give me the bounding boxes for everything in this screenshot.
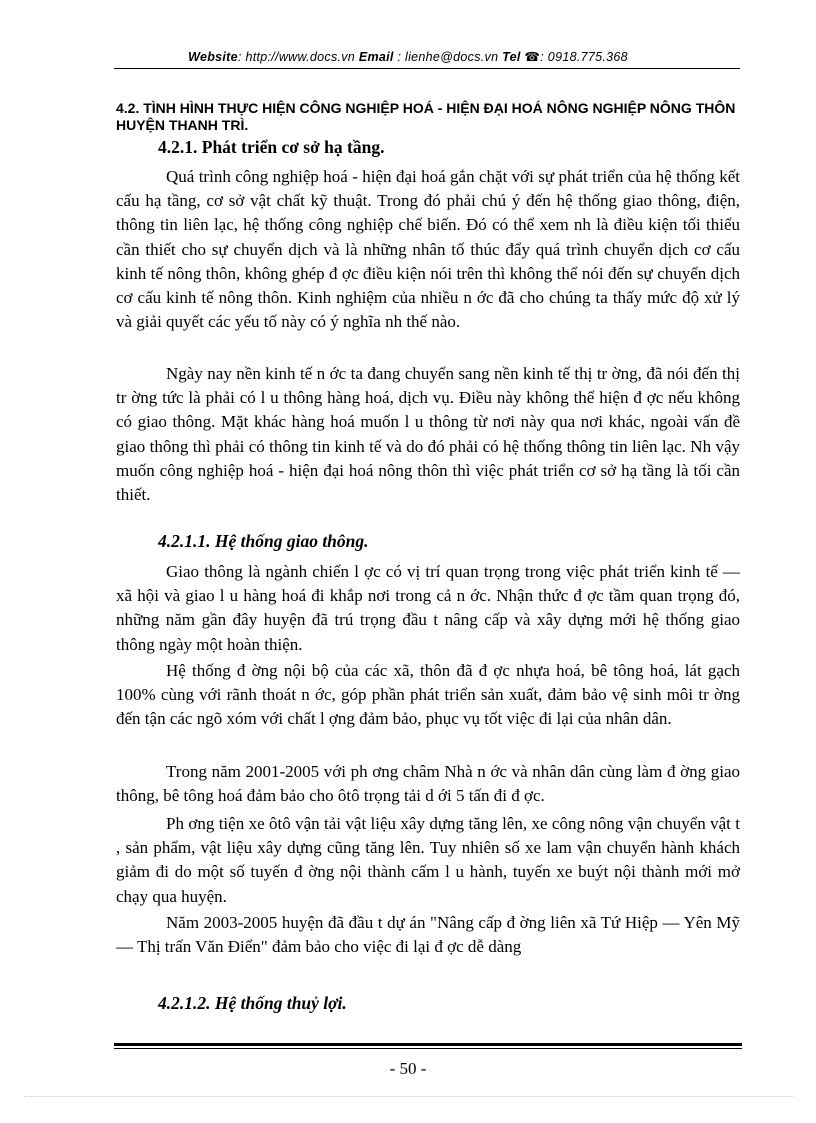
paragraph-2: Ngày nay nền kinh tế n ớc ta đang chuyển sang nền kinh tế thị tr ờng, đã nói đến thị tr ờng tức là phải có l u thông hàng hoá, dịch vụ. Điều này không thể hiện đ ợc nếu không có giao thông. Mặt khác hàng hoá muốn l u thông từ nơi này qua nơi khác, ngoài vấn đề giao thông thì phải có thông tin kinh tế và do đó phải có hệ thống thông tin liên lạc. Nh vậy muốn công nghiệp hoá - hiện đại hoá nông thôn thì việc phát triển cơ sở hạ tầng là tối cần thiết. <box>116 364 740 505</box>
email-value: : lienhe@docs.vn <box>393 50 503 64</box>
email-label: Email <box>358 50 394 64</box>
paragraph-1: Quá trình công nghiệp hoá - hiện đại hoá gắn chặt với sự phát triển của hệ thống kết cấu hạ tầng, cơ sở vật chất kỹ thuật. Trong đó phải chú ý đến hệ thống giao thông, điện, thông tin liên lạc, hệ thống công nghiệp chế biến. Đó có thể xem nh là điều kiện tối thiểu cần thiết cho sự chuyển dịch và là những nhân tố thúc đẩy quá trình chuyển dịch cơ cấu kinh tế nông thôn, không ghép đ ợc điều kiện nói trên thì không thể nói đến sự chuyển dịch cơ cấu kinh tế nông thôn. Kinh nghiệm của nhiều n ớc đã cho chúng ta thấy mức độ xử lý và giải quyết các yếu tố này có ý nghĩa nh thế nào. <box>116 167 740 332</box>
tel-value: : 0918.775.368 <box>540 50 628 64</box>
subsection-heading-4-2-1-2: 4.2.1.2. Hệ thống thuỷ lợi. <box>158 993 347 1013</box>
paragraph-5: Trong năm 2001-2005 với ph ơng châm Nhà n ớc và nhân dân cùng làm đ ờng giao thông, bê tông hoá đảm bảo cho ôtô trọng tải d ới 5 tấn đi đ ợc. <box>116 762 740 806</box>
page-number: - 50 - <box>389 1059 427 1078</box>
section-heading: 4.2. TÌNH HÌNH THỰC HIỆN CÔNG NGHIỆP HOÁ - HIỆN ĐẠI HOÁ NÔNG NGHIỆP NÔNG THÔN HUYỆN THANH TRÌ. <box>116 100 736 133</box>
subsection-heading-4-2-1-1: 4.2.1.1. Hệ thống giao thông. <box>158 531 369 551</box>
page-header <box>0 49 816 64</box>
footer-divider-thin <box>114 1048 742 1049</box>
header-divider <box>114 68 740 69</box>
website-value: : http://www.docs.vn <box>237 50 359 64</box>
footer-divider-thick <box>114 1043 742 1046</box>
tel-label: Tel ☎ <box>502 50 541 64</box>
paragraph-7: Năm 2003-2005 huyện đã đầu t dự án "Nâng cấp đ ờng liên xã Tứ Hiệp — Yên Mỹ — Thị trấn Văn Điển" đảm bảo cho việc đi lại đ ợc dễ dàng <box>116 913 740 957</box>
paragraph-4: Hệ thống đ ờng nội bộ của các xã, thôn đã đ ợc nhựa hoá, bê tông hoá, lát gạch 100% cùng với rãnh thoát n ớc, góp phần phát triển sản xuất, đảm bảo vệ sinh môi tr ờng đến tận các ngõ xóm với chất l ợng đảm bảo, phục vụ tốt việc đi lại của nhân dân. <box>116 661 740 729</box>
page-edge-dotted-line <box>24 1096 794 1097</box>
subsection-heading-4-2-1: 4.2.1. Phát triển cơ sở hạ tầng. <box>158 137 385 157</box>
website-label: Website <box>188 50 238 64</box>
paragraph-6: Ph ơng tiện xe ôtô vận tải vật liệu xây dựng tăng lên, xe công nông vận chuyển vật t , sản phẩm, vật liệu xây dựng cũng tăng lên. Tuy nhiên số xe lam vận chuyển hành khách giảm đi do một số tuyến đ ờng nội thành cấm l u hành, tuyến xe buýt nội thành mới mở chạy qua huyện. <box>116 814 740 906</box>
paragraph-3: Giao thông là ngành chiến l ợc có vị trí quan trọng trong việc phát triển kinh tế — xã hội và giao l u hàng hoá đi khắp nơi trong cả n ớc. Nhận thức đ ợc tầm quan trọng đó, những năm gần đây huyện đã trú trọng đầu t nâng cấp và xây dựng mới hệ thống giao thông ngày một hoàn thiện. <box>116 562 740 654</box>
